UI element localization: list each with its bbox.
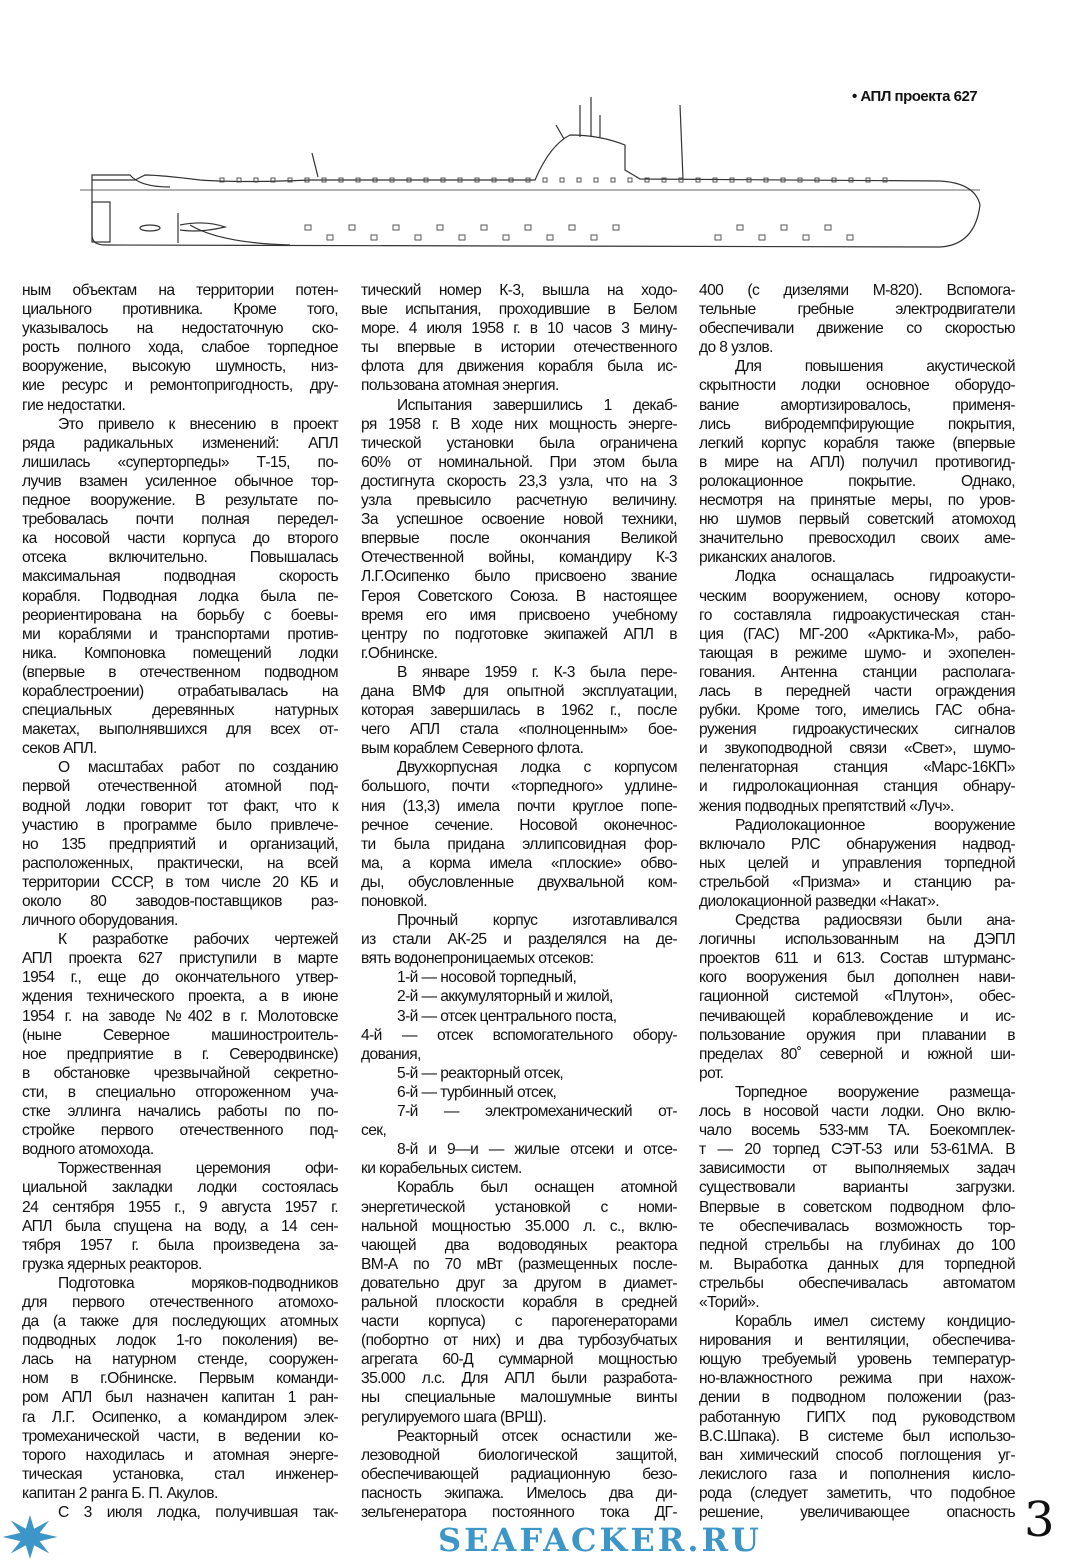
paragraph bbox=[699, 281, 1015, 357]
text-line: дана ВМФ для опытной эксплуатации, bbox=[361, 682, 677, 700]
text-line: 35.000 л.с. Для АПЛ были разработа- bbox=[361, 1370, 677, 1388]
text-line: т — 20 торпед СЭТ-53 или 53-61МА. В bbox=[699, 1141, 1015, 1159]
text-line: 4-й — отсек вспомогательного обору- bbox=[361, 1026, 677, 1044]
text-line: энергетической установкой с номи- bbox=[361, 1198, 677, 1216]
text-line: ных целей и управления торпедной bbox=[699, 854, 1015, 872]
paragraph bbox=[361, 663, 677, 758]
text-line: узла превысило расчетную величину. bbox=[361, 492, 677, 510]
paragraph bbox=[699, 816, 1015, 911]
text-line: ное предприятие в г. Северодвинске) bbox=[22, 1045, 338, 1063]
text-line: 24 сентября 1955 г., 9 августа 1957 г. bbox=[22, 1198, 338, 1216]
figure-caption: • АПЛ проекта 627 bbox=[852, 88, 978, 105]
text-line: секов АПЛ. bbox=[22, 740, 97, 758]
hull-opening bbox=[437, 225, 443, 230]
text-line: части корпуса) с парогенераторами bbox=[361, 1313, 677, 1331]
text-line: педное вооружение. В результате по- bbox=[22, 492, 338, 510]
text-line: ном в г.Обнинске. Первым команди- bbox=[22, 1370, 338, 1388]
hull-opening bbox=[781, 225, 787, 230]
text-line: ка носовой части корпуса до второго bbox=[22, 530, 338, 548]
text-line: скрытности лодки основное оборудо- bbox=[699, 377, 1015, 395]
text-line: флота для движения корабля была ис- bbox=[361, 358, 677, 376]
text-line: торого находилась и атомная энерге- bbox=[22, 1446, 338, 1464]
text-line: центру по подготовке экипажей АПЛ в bbox=[361, 625, 677, 643]
text-line: подводных лодок 1-го поколения) ве- bbox=[22, 1332, 338, 1350]
text-line: ми кораблями и транспортами против- bbox=[22, 625, 338, 643]
text-line: ция (ГАС) МГ-200 «Арктика-М», рабо- bbox=[699, 625, 1015, 643]
text-line: корабля. Подводная лодка была пе- bbox=[22, 587, 338, 605]
text-line: дении в подводном положении (раз- bbox=[699, 1389, 1015, 1407]
text-line: вять водонепроницаемых отсеков: bbox=[361, 950, 594, 968]
text-line: зависимости от выполняемых задач bbox=[699, 1160, 1015, 1178]
text-line: вые испытания, проходившие в Белом bbox=[361, 301, 677, 319]
text-line: ки корабельных систем. bbox=[361, 1160, 522, 1178]
text-line: пользование оружия при плавании в bbox=[699, 1026, 1015, 1044]
text-line: Корабль имел систему кондицио- bbox=[735, 1313, 1015, 1331]
paragraph bbox=[22, 1274, 338, 1503]
text-line: «Торий». bbox=[699, 1293, 759, 1311]
text-line: чало восемь 533-мм ТА. Боекомплек- bbox=[699, 1122, 1015, 1140]
text-line: ющую требуемый уровень температур- bbox=[699, 1351, 1015, 1369]
paragraph bbox=[22, 415, 338, 759]
text-line: вание амортизировалось, применя- bbox=[699, 396, 1015, 414]
text-line: 1-й — носовой торпедный, bbox=[397, 969, 577, 987]
text-line: гационной системой «Плутон», обес- bbox=[699, 988, 1015, 1006]
text-line: легкий корпус корабля также (впервые bbox=[699, 434, 1015, 452]
porthole bbox=[883, 178, 887, 182]
text-column-3 bbox=[699, 281, 1015, 1522]
text-line: Это привело к внесению в проект bbox=[58, 415, 338, 433]
text-line: ны специальные малошумные винты bbox=[361, 1389, 677, 1407]
paragraph bbox=[361, 1140, 677, 1178]
text-line: АПЛ проекта 627 приступили в марте bbox=[22, 950, 338, 968]
text-line: поновкой. bbox=[361, 893, 427, 910]
hull-opening bbox=[569, 225, 575, 230]
paragraph bbox=[361, 1102, 677, 1140]
text-line: и гидролокационная станция обнару- bbox=[699, 778, 1015, 796]
paragraph bbox=[361, 281, 677, 396]
text-line: ния (13,3) имела почти круглое попе- bbox=[361, 797, 677, 815]
text-line: сек, bbox=[361, 1122, 387, 1140]
paragraph bbox=[699, 911, 1015, 1083]
text-line: Средства радиосвязи были ана- bbox=[735, 912, 1015, 930]
text-line: 8-й и 9—и — жилые отсеки и отсе- bbox=[397, 1141, 677, 1159]
text-line: рода (следует заметить, что подобное bbox=[699, 1484, 1015, 1502]
text-line: ма, а корма имела «плоские» обво- bbox=[361, 854, 677, 872]
text-line: но 135 предприятий и организаций, bbox=[22, 835, 338, 853]
hull-opening bbox=[847, 235, 853, 240]
text-line: требовалась почти полная передел- bbox=[22, 511, 338, 529]
text-line: 400 (с дизелями М-820). Вспомога- bbox=[699, 282, 1015, 299]
paragraph bbox=[361, 968, 677, 987]
text-line: жения подводных препятствий «Луч». bbox=[699, 797, 954, 815]
text-line: первой отечественной атомной под- bbox=[22, 778, 338, 796]
text-line: тября 1957 г. была произведена за- bbox=[22, 1236, 338, 1254]
porthole bbox=[611, 178, 615, 182]
paragraph bbox=[361, 911, 677, 968]
text-line: лучив взамен усиленное обычное тор- bbox=[22, 472, 338, 490]
paragraph bbox=[22, 281, 338, 415]
hull-opening bbox=[371, 235, 377, 240]
text-line: стке эллинга начались работы по по- bbox=[22, 1103, 338, 1121]
text-line: гие недостатки. bbox=[22, 396, 126, 414]
text-line: зельгенератора постоянного тока ДГ- bbox=[361, 1504, 677, 1521]
text-line: грузка ядерных реакторов. bbox=[22, 1255, 202, 1273]
porthole bbox=[560, 178, 564, 182]
text-line: тромеханической части, в ведении ко- bbox=[22, 1427, 338, 1445]
text-line: пределах 80˚ северной и южной ши- bbox=[699, 1045, 1015, 1063]
text-line: Л.Г.Осипенко было присвоено звание bbox=[361, 568, 677, 586]
text-line: ВМ-А по 70 мВт (размещенных после- bbox=[361, 1255, 677, 1273]
text-line: чего АПЛ стала «полноценным» бое- bbox=[361, 721, 677, 739]
text-line: сти, в специально отгороженном уча- bbox=[22, 1083, 338, 1101]
paragraph bbox=[361, 1064, 677, 1083]
text-line: да (а также для последующих атомных bbox=[22, 1313, 338, 1331]
text-line: ружения гидроакустических сигналов bbox=[699, 721, 1015, 739]
text-line: чающей два водоводяных реактора bbox=[361, 1236, 677, 1254]
porthole bbox=[594, 178, 598, 182]
porthole bbox=[696, 178, 700, 182]
text-line: педной стрельбы на глубинах до 100 bbox=[699, 1236, 1015, 1254]
text-line: лекислого газа и пополнения кисло- bbox=[699, 1465, 1015, 1483]
text-line: которая завершилась в 1962 г., после bbox=[361, 702, 677, 720]
text-line: Героя Советского Союза. В настоящее bbox=[361, 587, 677, 605]
text-line: В.С.Шпака). В системе был использо- bbox=[699, 1427, 1015, 1445]
text-line: агрегата 60-Д суммарной мощностью bbox=[361, 1351, 677, 1369]
text-line: решение, увеличивающее опасность bbox=[699, 1504, 1015, 1521]
text-line: ряда радикальных изменений: АПЛ bbox=[22, 434, 338, 452]
paragraph bbox=[361, 396, 677, 663]
text-line: впервые после окончания Великой bbox=[361, 530, 677, 548]
text-line: реориентирована на борьбу с боевы- bbox=[22, 606, 338, 624]
text-line: Впервые в советском подводном фло- bbox=[699, 1198, 1015, 1216]
paragraph bbox=[361, 1026, 677, 1064]
text-line: стройке первого отечественного под- bbox=[22, 1122, 338, 1140]
text-line: К разработке рабочих чертежей bbox=[58, 931, 338, 949]
hull-opening bbox=[415, 235, 421, 240]
text-line: кораблестроении) отрабатывалась на bbox=[22, 682, 338, 700]
text-line: нирования и вентиляции, обеспечива- bbox=[699, 1332, 1015, 1350]
hull-opening bbox=[803, 235, 809, 240]
text-line: капитан 2 ранга Б. П. Акулов. bbox=[22, 1484, 218, 1502]
text-line: Для повышения акустической bbox=[735, 358, 1015, 376]
text-line: участию в программе было привлече- bbox=[22, 816, 338, 834]
text-line: АПЛ была спущена на воду, а 14 сен- bbox=[22, 1217, 338, 1235]
text-line: циального противника. Кроме того, bbox=[22, 301, 338, 319]
text-line: диолокационной разведки «Накат». bbox=[699, 893, 939, 910]
text-line: море. 4 июля 1958 г. в 10 часов 3 мину- bbox=[361, 320, 677, 338]
paragraph bbox=[22, 930, 338, 1159]
text-line: для первого отечественного атомохо- bbox=[22, 1293, 338, 1311]
paragraph bbox=[699, 567, 1015, 815]
porthole bbox=[288, 178, 292, 182]
text-line: 2-й — аккумуляторный и жилой, bbox=[397, 988, 613, 1006]
hull-opening bbox=[327, 235, 333, 240]
text-line: лась в передней части ограждения bbox=[699, 682, 1015, 700]
text-line: значительно превосходил своих аме- bbox=[699, 530, 1015, 548]
text-line: около 80 заводов-поставщиков раз- bbox=[22, 893, 338, 910]
text-line: Корабль был оснащен атомной bbox=[397, 1179, 677, 1197]
text-line: те обеспечивалась возможность тор- bbox=[699, 1217, 1015, 1235]
paragraph bbox=[22, 1159, 338, 1274]
text-line: С 3 июля лодка, получившая так- bbox=[58, 1504, 338, 1521]
hull-opening bbox=[547, 235, 553, 240]
text-line: несмотря на принятые меры, по уров- bbox=[699, 492, 1015, 510]
text-line: в мире на АПЛ) получил противогид- bbox=[699, 453, 1015, 471]
text-line: пеленгаторная станция «Марс-16КП» bbox=[699, 759, 1015, 777]
text-line: ню шумов первый советский атомоход bbox=[699, 511, 1015, 529]
text-line: лась на натурном стенде, сооружен- bbox=[22, 1351, 338, 1369]
paragraph bbox=[361, 1083, 677, 1102]
text-column-2 bbox=[361, 281, 677, 1522]
hull-opening bbox=[503, 235, 509, 240]
paragraph bbox=[361, 1007, 677, 1026]
text-line: 1954 г., еще до окончательного утвер- bbox=[22, 969, 338, 987]
text-line: включало РЛС обнаружения надвод- bbox=[699, 835, 1015, 853]
page-number: 3 bbox=[1024, 1492, 1055, 1548]
text-line: но-влажностного режима при нахож- bbox=[699, 1370, 1015, 1388]
paragraph bbox=[361, 1178, 677, 1426]
text-line: тающая в режиме шумо- и эхопелен- bbox=[699, 644, 1015, 662]
text-line: работанную ГИПХ под руководством bbox=[699, 1408, 1015, 1426]
text-line: и звукоподводной связи «Свет», шумо- bbox=[699, 740, 1015, 758]
text-line: пасность экипажа. Имелось два ди- bbox=[361, 1484, 677, 1502]
text-line: стрельбы обеспечивалась автоматом bbox=[699, 1274, 1015, 1292]
text-line: ти была придана эллипсовидная фор- bbox=[361, 835, 677, 853]
text-line: макетах, выполнявшихся для всех от- bbox=[22, 721, 338, 739]
text-line: циальной закладки лодки состоялась bbox=[22, 1179, 338, 1197]
watermark-starburst-icon bbox=[0, 1515, 60, 1559]
porthole bbox=[543, 178, 547, 182]
text-line: го составляла гидроакустическая стан- bbox=[699, 606, 1015, 624]
text-line: Торпедное вооружение размеща- bbox=[735, 1083, 1015, 1101]
text-line: 7-й — электромеханический от- bbox=[397, 1103, 677, 1121]
text-line: га Л.Г. Осипенко, а командиром элек- bbox=[22, 1408, 338, 1426]
text-line: логичны использованным на ДЭПЛ bbox=[699, 931, 1015, 949]
text-line: проектов 611 и 613. Состав штурманс- bbox=[699, 950, 1015, 968]
text-line: Подготовка моряков-подводников bbox=[58, 1274, 338, 1292]
text-line: лось в носовой части лодки. Оно вклю- bbox=[699, 1103, 1015, 1121]
text-line: За успешное освоение новой техники, bbox=[361, 511, 677, 529]
hull-opening bbox=[393, 225, 399, 230]
text-line: дования, bbox=[361, 1045, 421, 1063]
text-line: Прочный корпус изготавливался bbox=[397, 912, 677, 930]
hull-opening bbox=[737, 225, 743, 230]
hull-opening bbox=[759, 235, 765, 240]
text-line: ря 1958 г. В ходе них мощность энерге- bbox=[361, 415, 677, 433]
text-line: тельные гребные электродвигатели bbox=[699, 301, 1015, 319]
hull-opening bbox=[459, 235, 465, 240]
text-line: 1954 г. на заводе №402 в г. Молотовске bbox=[22, 1007, 338, 1025]
text-line: довательно друг за другом в диамет- bbox=[361, 1274, 677, 1292]
text-line: 5-й — реакторный отсек, bbox=[397, 1064, 564, 1082]
text-line: вооружение, высокую шумность, низ- bbox=[22, 358, 338, 376]
text-line: в обстановке чрезвычайной секретно- bbox=[22, 1064, 338, 1082]
text-line: рубки. Кроме того, имелись ГАС обна- bbox=[699, 702, 1015, 720]
text-line: указывалось на недостаточную ско- bbox=[22, 320, 338, 338]
text-line: ром АПЛ был назначен капитан 1 ран- bbox=[22, 1389, 338, 1407]
text-line: пользована атомная энергия. bbox=[361, 377, 559, 395]
hull-opening bbox=[591, 235, 597, 240]
porthole bbox=[628, 178, 632, 182]
text-line: печивающей кораблевождение и ис- bbox=[699, 1007, 1015, 1025]
text-line: О масштабах работ по созданию bbox=[58, 759, 338, 777]
text-line: лись вибродемпфирующие покрытия, bbox=[699, 415, 1015, 433]
text-line: Испытания завершились 1 декаб- bbox=[397, 396, 677, 414]
text-line: (ныне Северное машиностроитель- bbox=[22, 1026, 338, 1044]
text-line: водного атомохода. bbox=[22, 1141, 154, 1159]
text-line: Реакторный отсек оснастили же- bbox=[397, 1427, 677, 1445]
text-line: тическая установка, стал инженер- bbox=[22, 1465, 338, 1483]
text-line: территории СССР, в том числе 20 КБ и bbox=[22, 873, 338, 891]
text-line: м. Выработка данных для торпедной bbox=[699, 1255, 1015, 1273]
text-line: ждения технического проекта, а в июне bbox=[22, 988, 338, 1006]
text-line: г.Обнинске. bbox=[361, 644, 438, 662]
text-line: речное сечение. Носовой оконечнос- bbox=[361, 816, 677, 834]
text-line: кие ресурс и ремонтопригодность, дру- bbox=[22, 377, 338, 395]
text-line: обеспечивали движение со скоростью bbox=[699, 320, 1015, 338]
text-line: большого, почти «торпедного» удлине- bbox=[361, 778, 677, 796]
text-line: нальной мощностью 35.000 л. с., вклю- bbox=[361, 1217, 677, 1235]
text-line: Торжественная церемония офи- bbox=[58, 1160, 338, 1178]
text-line: кого вооружения был дополнен нави- bbox=[699, 969, 1015, 987]
text-line: (побортно от них) и два турбозубчатых bbox=[361, 1332, 677, 1350]
text-line: достигнута скорость 23,3 узла, что на 3 bbox=[361, 472, 677, 490]
text-line: рость полного хода, слабое торпедное bbox=[22, 339, 338, 357]
text-line: В январе 1959 г. К-3 была пере- bbox=[397, 663, 677, 681]
hull-opening bbox=[825, 225, 831, 230]
text-line: максимальная подводная скорость bbox=[22, 568, 338, 586]
paragraph bbox=[361, 1427, 677, 1522]
text-line: ческим вооружением, основу которо- bbox=[699, 587, 1015, 605]
paragraph bbox=[22, 758, 338, 930]
text-line: тический номер К-3, вышла на ходо- bbox=[361, 282, 677, 299]
text-line: 3-й — отсек центрального поста, bbox=[397, 1007, 617, 1025]
text-line: из стали АК-25 и разделялся на де- bbox=[361, 931, 677, 949]
text-line: ты впервые в истории отечественного bbox=[361, 339, 677, 357]
text-column-1 bbox=[22, 281, 338, 1522]
text-line: ным объектам на территории потен- bbox=[22, 282, 338, 299]
text-line: личного оборудования. bbox=[22, 912, 178, 930]
text-line: 6-й — турбинный отсек, bbox=[397, 1083, 557, 1101]
text-line: тической установки была ограничена bbox=[361, 434, 677, 452]
hull-opening bbox=[525, 225, 531, 230]
text-line: лишилась «суперторпеды» Т-15, по- bbox=[22, 453, 338, 471]
paragraph bbox=[361, 758, 677, 911]
text-line: существовали варианты загрузки. bbox=[699, 1179, 1015, 1197]
text-line: Радиолокационное вооружение bbox=[735, 816, 1015, 834]
hull-opening bbox=[481, 225, 487, 230]
text-line: Двухкорпусная лодка с корпусом bbox=[397, 759, 677, 777]
paragraph bbox=[699, 1312, 1015, 1522]
hull-opening bbox=[715, 235, 721, 240]
hull-opening bbox=[305, 225, 311, 230]
text-line: Отечественной войны, командиру К-3 bbox=[361, 549, 677, 567]
text-line: до 8 узлов. bbox=[699, 339, 773, 357]
text-line: ральной плоскости корабля в средней bbox=[361, 1293, 677, 1311]
text-line: 60% от номинальной. При этом была bbox=[361, 453, 677, 471]
text-line: риканских аналогов. bbox=[699, 549, 836, 567]
text-line: рот. bbox=[699, 1064, 724, 1082]
text-line: ды, обусловленные двухвальной ком- bbox=[361, 873, 677, 891]
text-line: водной лодки говорит тот факт, что к bbox=[22, 797, 338, 815]
text-line: стрельбой «Призма» и станцию ра- bbox=[699, 873, 1015, 891]
text-line: вым кораблем Северного флота. bbox=[361, 740, 584, 758]
text-line: ван химический способ поглощения уг- bbox=[699, 1446, 1015, 1464]
text-line: специальных деревянных натурных bbox=[22, 702, 338, 720]
paragraph bbox=[699, 1083, 1015, 1312]
text-line: гования. Антенна станции располага- bbox=[699, 663, 1015, 681]
text-line: регулируемого шага (ВРШ). bbox=[361, 1408, 547, 1426]
porthole bbox=[577, 178, 581, 182]
text-line: расположенных, практически, на всей bbox=[22, 854, 338, 872]
text-line: (впервые в отечественном подводном bbox=[22, 663, 338, 681]
text-line: обеспечивающей радиационную безо- bbox=[361, 1465, 677, 1483]
paragraph bbox=[699, 357, 1015, 567]
text-line: время его имя присвоено учебному bbox=[361, 606, 677, 624]
watermark: SEAFACKER.RU bbox=[438, 1521, 762, 1559]
text-line: ника. Компоновка помещений лодки bbox=[22, 644, 338, 662]
text-line: лезоводной биологической защитой, bbox=[361, 1446, 677, 1464]
hull-opening bbox=[613, 225, 619, 230]
paragraph bbox=[22, 1503, 338, 1522]
text-line: Лодка оснащалась гидроакусти- bbox=[735, 568, 1015, 586]
hull-opening bbox=[349, 225, 355, 230]
paragraph bbox=[361, 987, 677, 1006]
text-line: ролокационное покрытие. Однако, bbox=[699, 472, 1015, 490]
text-line: отсека включительно. Повышалась bbox=[22, 549, 338, 567]
